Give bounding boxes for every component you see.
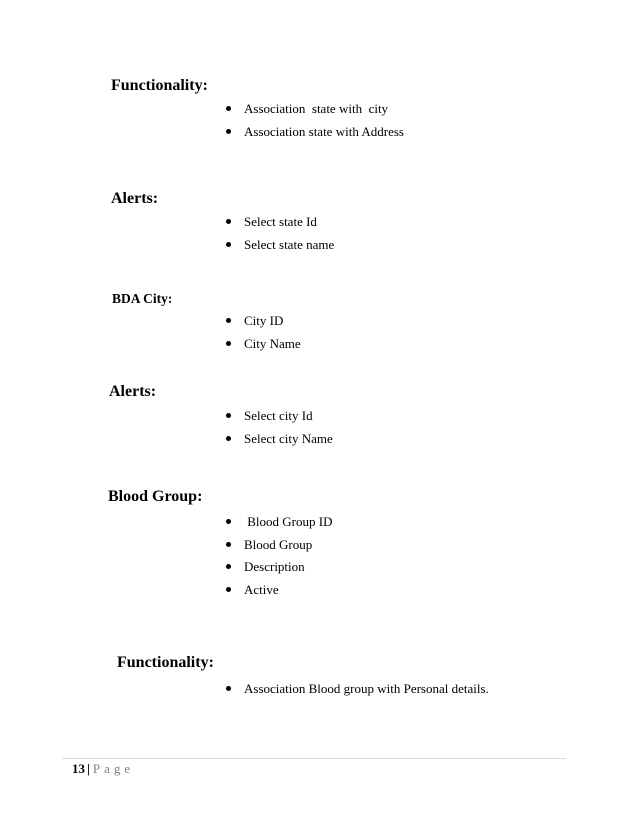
bullet-icon (226, 587, 231, 592)
bullet-list-alerts-city (226, 409, 333, 454)
bullet-icon (226, 519, 231, 524)
list-item: Association Blood group with Personal details. (226, 682, 489, 705)
page-number: 13 (72, 761, 85, 776)
list-item: City Name (226, 337, 301, 360)
bullet-icon (226, 413, 231, 418)
bullet-list-blood-group (226, 515, 332, 605)
bullet-icon (226, 219, 231, 224)
bullet-icon (226, 542, 231, 547)
list-item: Association state with city (226, 102, 404, 125)
footer-divider (62, 758, 566, 759)
bullet-icon (226, 129, 231, 134)
section-heading-bda-city: BDA City: (112, 291, 173, 306)
footer-separator: | (87, 761, 90, 776)
bullet-list-functionality (226, 102, 404, 147)
bullet-icon (226, 242, 231, 247)
list-item: Association state with Address (226, 125, 404, 148)
page-label: Page (92, 761, 135, 776)
bullet-icon (226, 106, 231, 111)
list-item: Blood Group (226, 538, 332, 561)
bullet-icon (226, 564, 231, 569)
section-heading-functionality-blood: Functionality: (117, 654, 214, 671)
section-heading-blood-group: Blood Group: (108, 488, 203, 505)
bullet-icon (226, 341, 231, 346)
list-item: Blood Group ID (226, 515, 332, 538)
section-heading-functionality: Functionality: (111, 77, 208, 94)
list-item: Select city Name (226, 432, 333, 455)
bullet-icon (226, 686, 231, 691)
bullet-list-alerts (226, 215, 334, 260)
list-item: Select state name (226, 238, 334, 261)
bullet-icon (226, 318, 231, 323)
page-footer (72, 762, 134, 775)
section-heading-alerts-city: Alerts: (109, 383, 157, 400)
list-item: Description (226, 560, 332, 583)
list-item: Select state Id (226, 215, 334, 238)
list-item: City ID (226, 314, 301, 337)
list-item: Select city Id (226, 409, 333, 432)
bullet-list-bda-city (226, 314, 301, 359)
bullet-list-functionality-blood (226, 682, 489, 705)
list-item: Active (226, 583, 332, 606)
bullet-icon (226, 436, 231, 441)
section-heading-alerts: Alerts: (111, 190, 159, 207)
